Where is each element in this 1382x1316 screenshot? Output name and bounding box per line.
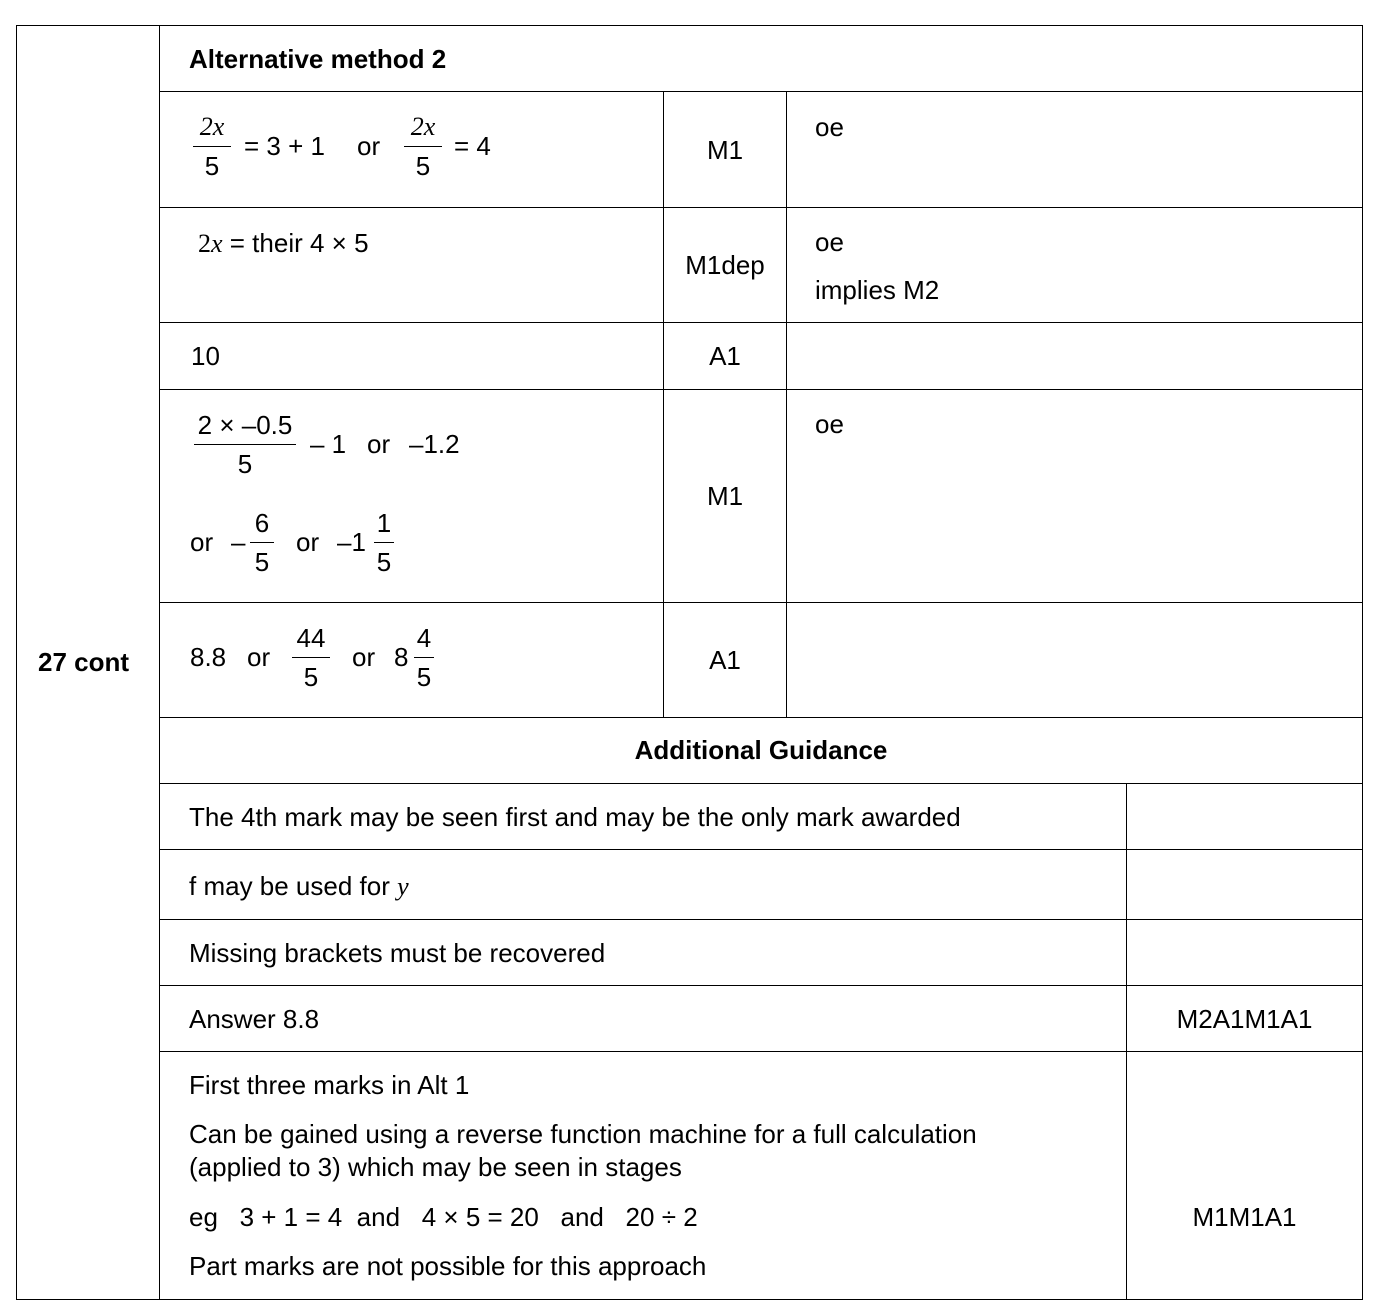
fraction-denominator: 5 xyxy=(416,662,432,692)
row-divider xyxy=(159,783,1363,784)
table-border-right xyxy=(1362,25,1363,1300)
comment: oe xyxy=(815,409,844,439)
working-row-2 xyxy=(198,228,369,259)
fraction-denominator: 5 xyxy=(303,662,319,692)
table-border-bottom xyxy=(16,1299,1363,1300)
guidance-line: Can be gained using a reverse function machine for a full calculation xyxy=(189,1119,977,1149)
mark-column-divider xyxy=(663,91,664,718)
fraction-denominator: 5 xyxy=(204,151,220,181)
section-title: Alternative method 2 xyxy=(189,44,447,74)
mark: M1 xyxy=(706,135,744,165)
guidance-line: eg 3 + 1 = 4 and 4 × 5 = 20 and 20 ÷ 2 xyxy=(189,1202,698,1232)
fraction-numerator: 2x xyxy=(410,112,436,141)
fraction-numerator: 2 × –0.5 xyxy=(197,410,293,440)
guidance-mark: M2A1M1A1 xyxy=(1176,1004,1313,1034)
question-label: 27 cont xyxy=(38,647,130,677)
fraction-denominator: 5 xyxy=(237,449,253,479)
fraction-numerator: 2x xyxy=(199,112,225,141)
working-text: = 4 xyxy=(454,131,491,161)
mark: A1 xyxy=(709,341,741,371)
row-divider xyxy=(159,207,1363,208)
mark: M1dep xyxy=(685,250,765,280)
row-divider xyxy=(159,849,1363,850)
guidance-mark: M1M1A1 xyxy=(1192,1202,1297,1232)
working-text: = their 4 × 5 xyxy=(222,228,369,258)
row-divider xyxy=(159,717,1363,718)
mark: A1 xyxy=(709,645,741,675)
guidance-title: Additional Guidance xyxy=(634,735,888,765)
fraction xyxy=(374,508,394,577)
guidance-variable: y xyxy=(397,872,409,901)
fraction xyxy=(414,623,434,692)
row-divider xyxy=(159,389,1363,390)
working-row-3: 10 xyxy=(191,341,220,371)
or-text: or xyxy=(190,527,214,557)
working-text: – 1 xyxy=(310,429,347,459)
fraction xyxy=(404,112,442,181)
comment: oe xyxy=(815,227,844,257)
comment: implies M2 xyxy=(815,275,940,305)
working-text: –1.2 xyxy=(409,429,460,459)
or-text: or xyxy=(247,642,271,672)
fraction-denominator: 5 xyxy=(415,151,431,181)
fraction-numerator: 6 xyxy=(254,508,270,538)
row-divider xyxy=(159,322,1363,323)
or-text: or xyxy=(296,527,320,557)
fraction-denominator: 5 xyxy=(254,547,270,577)
row-divider xyxy=(159,602,1363,603)
guidance-item: Missing brackets must be recovered xyxy=(189,938,606,968)
guidance-item: The 4th mark may be seen first and may be the only mark awarded xyxy=(189,802,961,832)
comments-column-divider xyxy=(786,91,787,718)
fraction xyxy=(193,112,231,181)
table-border-top xyxy=(16,25,1363,26)
guidance-text: f may be used for xyxy=(189,871,398,901)
or-text: or xyxy=(367,429,391,459)
comment: oe xyxy=(815,112,844,142)
negative-sign: – xyxy=(231,527,246,557)
row-divider xyxy=(159,985,1363,986)
table-border-left xyxy=(16,25,17,1300)
fraction xyxy=(292,623,330,692)
fraction-numerator: 4 xyxy=(416,623,432,653)
working-prefix: 2 xyxy=(198,229,211,258)
mixed-whole: –1 xyxy=(337,527,366,557)
row-divider xyxy=(159,1051,1363,1052)
row-divider xyxy=(159,91,1363,92)
guidance-line: Part marks are not possible for this approach xyxy=(189,1251,707,1281)
or-text: or xyxy=(357,131,381,161)
working-text: = 3 + 1 xyxy=(244,131,325,161)
fraction-numerator: 1 xyxy=(376,508,392,538)
row-divider xyxy=(159,919,1363,920)
mixed-whole: 8 xyxy=(394,642,409,672)
fraction-numerator: 44 xyxy=(296,623,326,653)
mark: M1 xyxy=(706,481,744,511)
fraction-denominator: 5 xyxy=(376,547,392,577)
guidance-item xyxy=(189,871,409,902)
fraction xyxy=(194,410,296,479)
working-text: 8.8 xyxy=(190,642,227,672)
guidance-line: First three marks in Alt 1 xyxy=(189,1070,470,1100)
fraction xyxy=(250,508,274,577)
or-text: or xyxy=(352,642,376,672)
question-column-divider xyxy=(159,25,160,1300)
guidance-item: Answer 8.8 xyxy=(189,1004,320,1034)
guidance-line: (applied to 3) which may be seen in stages xyxy=(189,1152,682,1182)
working-variable: x xyxy=(211,229,223,258)
